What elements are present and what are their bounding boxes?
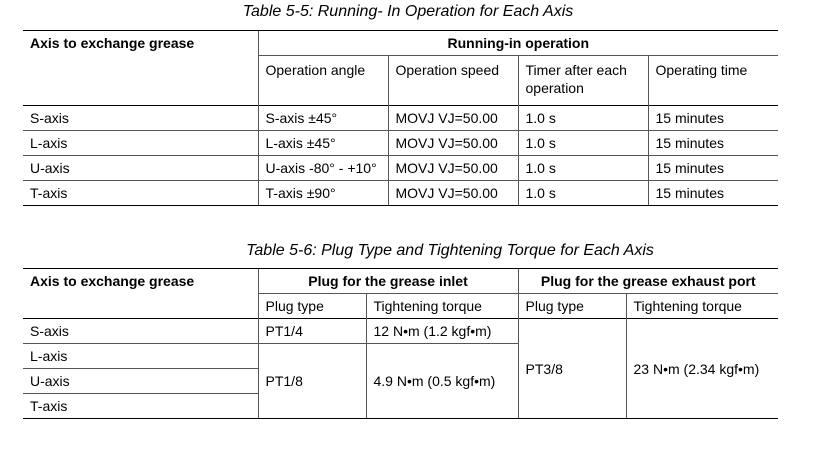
- row-speed: MOVJ VJ=50.00: [388, 156, 518, 181]
- subheader-time: Operating time: [648, 56, 778, 106]
- inlet-plug-s: PT1/4: [258, 319, 366, 344]
- exhaust-plug: PT3/8: [518, 319, 626, 419]
- row-axis: S-axis: [23, 106, 258, 131]
- subheader-timer: Timer after each operation: [518, 56, 648, 106]
- row-angle: T-axis ±90°: [258, 181, 388, 206]
- inlet-torque-s: 12 N•m (1.2 kgf•m): [366, 319, 518, 344]
- header-axis: Axis to exchange grease: [23, 31, 258, 106]
- row-angle: S-axis ±45°: [258, 106, 388, 131]
- subheader-exhaust-plug-type: Plug type: [518, 294, 626, 319]
- subheader-exhaust-torque: Tightening torque: [626, 294, 778, 319]
- row-timer: 1.0 s: [518, 106, 648, 131]
- header-running-in: Running-in operation: [258, 31, 778, 56]
- table-5-5-caption: Table 5-5: Running- In Operation for Each Axis: [242, 3, 574, 20]
- row-axis: L-axis: [23, 344, 258, 369]
- row-timer: 1.0 s: [518, 156, 648, 181]
- row-time: 15 minutes: [648, 131, 778, 156]
- table-row: [23, 319, 778, 344]
- row-axis: T-axis: [23, 394, 258, 419]
- row-angle: L-axis ±45°: [258, 131, 388, 156]
- row-angle: U-axis -80° - +10°: [258, 156, 388, 181]
- header-exhaust: Plug for the grease exhaust port: [518, 269, 778, 294]
- header-inlet: Plug for the grease inlet: [258, 269, 518, 294]
- row-time: 15 minutes: [648, 106, 778, 131]
- table-5-6-caption: Table 5-6: Plug Type and Tightening Torque for Each Axis: [246, 242, 654, 259]
- table-row: [23, 131, 778, 156]
- row-time: 15 minutes: [648, 181, 778, 206]
- row-speed: MOVJ VJ=50.00: [388, 181, 518, 206]
- row-timer: 1.0 s: [518, 181, 648, 206]
- table-row: [23, 106, 778, 131]
- header-axis: Axis to exchange grease: [23, 269, 258, 319]
- plug-type-table: [23, 268, 778, 419]
- row-axis: S-axis: [23, 319, 258, 344]
- row-axis: T-axis: [23, 181, 258, 206]
- row-axis: U-axis: [23, 369, 258, 394]
- subheader-speed: Operation speed: [388, 56, 518, 106]
- table-row: [23, 156, 778, 181]
- table-row: [23, 181, 778, 206]
- subheader-angle: Operation angle: [258, 56, 388, 106]
- row-speed: MOVJ VJ=50.00: [388, 131, 518, 156]
- subheader-inlet-plug-type: Plug type: [258, 294, 366, 319]
- row-axis: L-axis: [23, 131, 258, 156]
- inlet-torque-other: 4.9 N•m (0.5 kgf•m): [366, 344, 518, 419]
- row-time: 15 minutes: [648, 156, 778, 181]
- subheader-inlet-torque: Tightening torque: [366, 294, 518, 319]
- row-axis: U-axis: [23, 156, 258, 181]
- exhaust-torque: 23 N•m (2.34 kgf•m): [626, 319, 778, 419]
- row-speed: MOVJ VJ=50.00: [388, 106, 518, 131]
- row-timer: 1.0 s: [518, 131, 648, 156]
- inlet-plug-other: PT1/8: [258, 344, 366, 419]
- running-in-table: [23, 30, 778, 206]
